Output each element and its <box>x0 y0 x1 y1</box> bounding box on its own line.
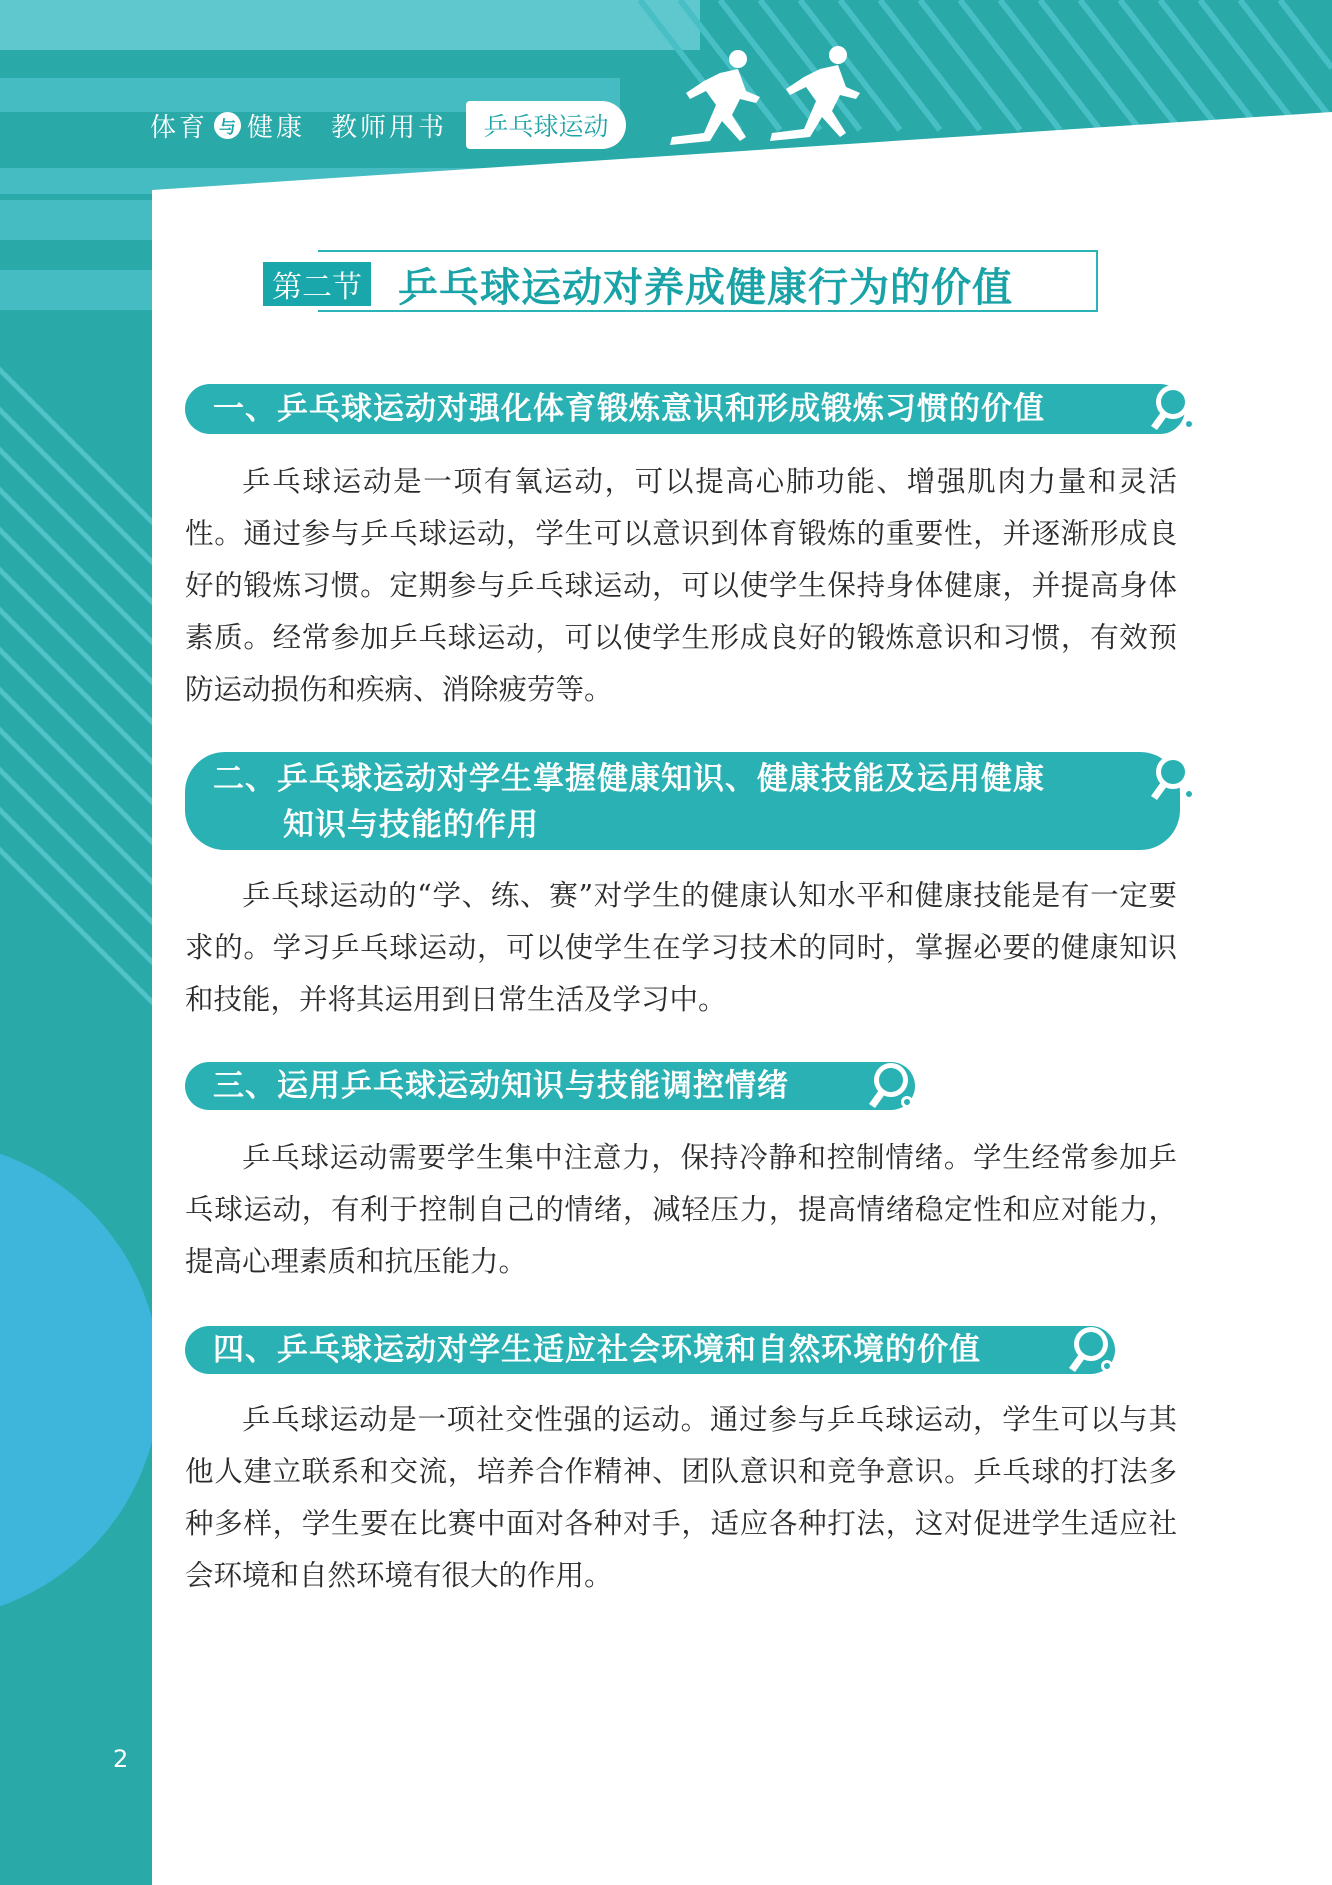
section-title: 乒乓球运动对养成健康行为的价值 <box>398 265 1013 311</box>
subsection-heading-3 <box>185 1062 915 1110</box>
paragraph-line: 有效预防运动损伤和疾病、消除疲劳等。 <box>185 621 1177 706</box>
paragraph-line: 身体素质。经常参加乒乓球运动，可以使学生形成良好的锻炼意识和习惯， <box>185 569 1177 654</box>
paragraph-line: 法多种多样，学生要在比赛中面对各种对手，适应各种打法，这对促进学生 <box>185 1455 1177 1540</box>
chapter-tab: 乒乓球运动 <box>466 101 626 149</box>
subsection-heading-text: 四、乒乓球运动对学生适应社会环境和自然环境的价值 <box>213 1332 981 1368</box>
paragraph-line: 乒乓球运动是一项社交性强的运动。通过参与乒乓球运动，学生可以与 <box>242 1403 1149 1436</box>
subsection-heading-2 <box>185 752 1180 850</box>
paragraph-4 <box>185 1394 1177 1602</box>
paragraph-line: 力，提高心理素质和抗压能力。 <box>185 1193 1177 1278</box>
paragraph-line: 乒乓球运动，有利于控制自己的情绪，减轻压力，提高情绪稳定性和应对能 <box>185 1141 1177 1226</box>
page-number: 2 <box>113 1745 129 1773</box>
table-tennis-paddle-icon <box>1065 1324 1117 1376</box>
table-tennis-paddle-icon <box>1147 752 1199 804</box>
running-header <box>150 105 447 145</box>
paragraph-line: 良好的锻炼习惯。定期参与乒乓球运动，可以使学生保持身体健康，并提高 <box>185 517 1177 602</box>
section-heading <box>263 250 1101 316</box>
subsection-heading-4 <box>185 1326 1115 1374</box>
paragraph-line: 定要求的。学习乒乓球运动，可以使学生在学习技术的同时，掌握必要的健 <box>185 879 1177 964</box>
paragraph-line: 乒乓球运动是一项有氧运动，可以提高心肺功能、增强肌肉力量和灵活 <box>242 465 1177 498</box>
subsection-heading-1 <box>185 384 1185 434</box>
paragraph-line: 乒乓球运动的“学、练、赛”对学生的健康认知水平和健康技能是有一 <box>242 879 1120 912</box>
section-label: 第二节 <box>263 262 371 306</box>
paragraph-3 <box>185 1132 1177 1288</box>
book-title-and-badge: 与 <box>214 112 241 139</box>
book-title-part2: 健康 <box>247 112 306 143</box>
subsection-heading-text-line1: 二、乒乓球运动对学生掌握健康知识、健康技能及运用健康 <box>213 761 1045 797</box>
subsection-heading-text-line2: 知识与技能的作用 <box>283 807 539 843</box>
paragraph-line: 其他人建立联系和交流，培养合作精神、团队意识和竞争意识。乒乓球的打 <box>185 1403 1177 1488</box>
runners-illustration <box>660 45 890 155</box>
book-title-part1: 体育 <box>150 112 209 143</box>
table-tennis-paddle-icon <box>1147 382 1199 434</box>
paragraph-line: 性。通过参与乒乓球运动，学生可以意识到体育锻炼的重要性，并逐渐形成 <box>185 517 1149 550</box>
paragraph-1 <box>185 456 1177 716</box>
paragraph-2 <box>185 870 1177 1026</box>
paragraph-line: 适应社会环境和自然环境有很大的作用。 <box>185 1507 1177 1592</box>
book-subtitle: 教师用书 <box>331 112 448 143</box>
subsection-heading-text: 三、运用乒乓球运动知识与技能调控情绪 <box>213 1068 789 1104</box>
paragraph-line: 康知识和技能，并将其运用到日常生活及学习中。 <box>185 931 1177 1016</box>
subsection-heading-text: 一、乒乓球运动对强化体育锻炼意识和形成锻炼习惯的价值 <box>213 391 1045 427</box>
table-tennis-paddle-icon <box>865 1060 917 1112</box>
paragraph-line: 乒乓球运动需要学生集中注意力，保持冷静和控制情绪。学生经常参加 <box>242 1141 1149 1174</box>
